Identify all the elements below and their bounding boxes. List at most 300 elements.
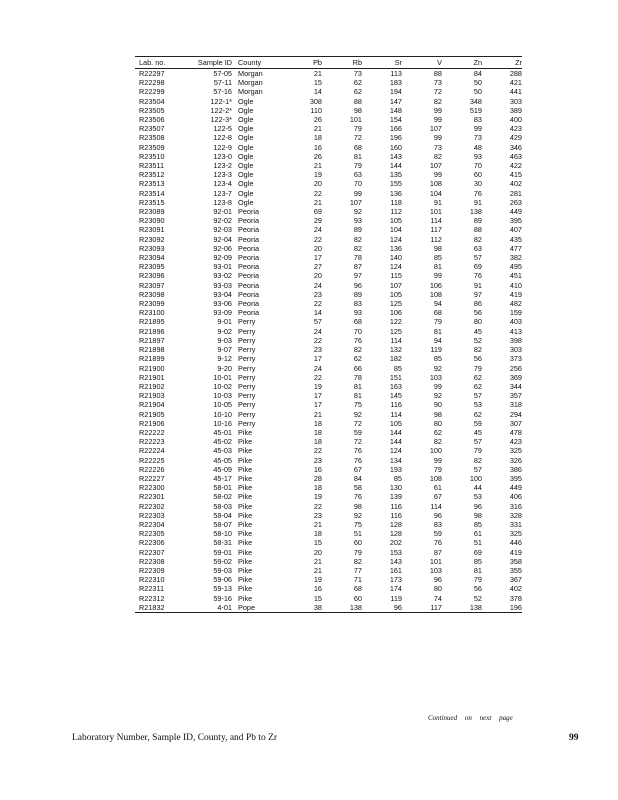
cell-sample-id: 10-01 (213, 372, 232, 382)
cell-v: 85 (433, 354, 442, 364)
table-row (135, 170, 522, 179)
cell-pb: 18 (313, 483, 322, 493)
cell-v: 99 (433, 133, 442, 143)
cell-v: 94 (433, 335, 442, 345)
cell-zr: 159 (509, 308, 522, 318)
cell-pb: 18 (313, 418, 322, 428)
cell-pb: 18 (313, 133, 322, 143)
cell-sr: 85 (393, 363, 402, 373)
cell-sample-id: 59-02 (213, 556, 232, 566)
cell-zn: 138 (469, 602, 482, 612)
cell-zr: 303 (509, 96, 522, 106)
cell-sample-id: 92-03 (213, 225, 232, 235)
cell-pb: 15 (313, 78, 322, 88)
cell-rb: 60 (353, 593, 362, 603)
cell-sample-id: 92-01 (213, 207, 232, 217)
cell-v: 103 (429, 372, 442, 382)
column-header-lab-no: Lab. no. (139, 57, 166, 67)
table-row (135, 575, 522, 584)
cell-sample-id: 123-2 (213, 161, 232, 171)
table-row (135, 281, 522, 290)
table-row (135, 603, 522, 613)
cell-lab-no: R22301 (139, 492, 165, 502)
cell-v: 73 (433, 78, 442, 88)
cell-v: 80 (433, 418, 442, 428)
cell-county: Perry (238, 381, 256, 391)
cell-county: Peoria (238, 216, 260, 226)
cell-sample-id: 58-04 (213, 510, 232, 520)
cell-rb: 82 (353, 243, 362, 253)
cell-county: Ogle (238, 124, 254, 134)
cell-sr: 173 (389, 575, 402, 585)
table-row (135, 437, 522, 446)
cell-sr: 130 (389, 483, 402, 493)
table-row (135, 143, 522, 152)
cell-v: 117 (430, 225, 442, 235)
table-row (135, 115, 522, 124)
cell-sample-id: 93-06 (213, 299, 232, 309)
table-row (135, 410, 522, 419)
cell-sr: 144 (389, 161, 402, 171)
cell-lab-no: R21901 (139, 372, 165, 382)
cell-county: Peoria (238, 308, 260, 318)
cell-lab-no: R22297 (139, 69, 165, 78)
cell-sample-id: 59-03 (213, 565, 232, 575)
cell-rb: 92 (353, 510, 362, 520)
cell-sr: 125 (389, 326, 402, 336)
cell-sample-id: 10-05 (213, 400, 232, 410)
cell-county: Morgan (238, 87, 263, 97)
cell-zn: 84 (473, 69, 482, 78)
cell-pb: 38 (313, 602, 322, 612)
cell-lab-no: R22307 (139, 547, 165, 557)
cell-pb: 14 (313, 87, 322, 97)
cell-zn: 30 (473, 179, 482, 189)
cell-zn: 57 (473, 464, 482, 474)
cell-zr: 415 (509, 170, 522, 180)
cell-pb: 21 (313, 124, 322, 134)
cell-v: 103 (429, 565, 442, 575)
cell-sr: 154 (389, 115, 402, 125)
cell-pb: 22 (313, 501, 322, 511)
cell-lab-no: R23508 (139, 133, 165, 143)
cell-sample-id: 10-02 (213, 381, 232, 391)
cell-pb: 24 (313, 363, 322, 373)
cell-v: 82 (433, 151, 442, 161)
cell-zn: 85 (473, 519, 482, 529)
cell-sr: 134 (389, 455, 402, 465)
cell-zn: 56 (473, 584, 482, 594)
cell-lab-no: R23090 (139, 216, 165, 226)
cell-zr: 395 (509, 216, 522, 226)
cell-lab-no: R23511 (139, 161, 165, 171)
cell-v: 87 (433, 547, 442, 557)
cell-county: Peoria (238, 253, 260, 263)
cell-county: Pike (238, 584, 253, 594)
cell-rb: 58 (353, 483, 362, 493)
cell-sr: 105 (389, 216, 402, 226)
cell-pb: 21 (313, 409, 322, 419)
cell-county: Ogle (238, 96, 254, 106)
cell-sample-id: 57-16 (213, 87, 232, 97)
cell-county: Pike (238, 455, 253, 465)
cell-zn: 76 (473, 271, 482, 281)
cell-sr: 125 (389, 299, 402, 309)
cell-sample-id: 93-02 (213, 271, 232, 281)
table-row (135, 124, 522, 133)
table-row (135, 364, 522, 373)
cell-pb: 308 (309, 96, 322, 106)
cell-rb: 73 (353, 69, 362, 78)
cell-zn: 97 (473, 289, 482, 299)
cell-zr: 422 (509, 161, 522, 171)
cell-zn: 98 (473, 510, 482, 520)
cell-county: Peoria (238, 225, 260, 235)
cell-v: 117 (430, 602, 442, 612)
cell-v: 91 (433, 197, 442, 207)
cell-zn: 57 (473, 391, 482, 401)
cell-sample-id: 9-07 (217, 345, 232, 355)
cell-sample-id: 45-09 (213, 464, 232, 474)
cell-sr: 160 (389, 142, 402, 152)
cell-county: Morgan (238, 78, 263, 88)
cell-zr: 446 (509, 538, 522, 548)
cell-lab-no: R21900 (139, 363, 165, 373)
cell-zn: 53 (473, 492, 482, 502)
cell-rb: 68 (353, 584, 362, 594)
cell-county: Pike (238, 556, 253, 566)
cell-zn: 519 (469, 105, 482, 115)
cell-lab-no: R23505 (139, 105, 165, 115)
cell-sr: 128 (389, 529, 402, 539)
cell-county: Pike (238, 547, 253, 557)
table-row (135, 483, 522, 492)
column-header-v: V (437, 57, 442, 67)
table-row (135, 594, 522, 603)
cell-county: Perry (238, 400, 256, 410)
cell-rb: 67 (353, 464, 362, 474)
cell-pb: 23 (313, 510, 322, 520)
table-row (135, 345, 522, 354)
cell-rb: 76 (353, 335, 362, 345)
cell-lab-no: R22311 (139, 584, 165, 594)
cell-sample-id: 92-09 (213, 253, 232, 263)
cell-rb: 98 (353, 105, 362, 115)
cell-zr: 423 (509, 437, 522, 447)
cell-lab-no: R23095 (139, 262, 165, 272)
cell-v: 104 (429, 188, 442, 198)
cell-sample-id: 93-04 (213, 289, 232, 299)
table-header-row (135, 57, 522, 69)
cell-pb: 23 (313, 289, 322, 299)
cell-sample-id: 58-10 (213, 529, 232, 539)
cell-county: Ogle (238, 105, 254, 115)
cell-lab-no: R22223 (139, 437, 165, 447)
cell-lab-no: R22298 (139, 78, 165, 88)
cell-sample-id: 58-03 (213, 501, 232, 511)
cell-rb: 63 (353, 170, 362, 180)
cell-sr: 105 (389, 418, 402, 428)
table-row (135, 548, 522, 557)
cell-v: 99 (433, 271, 442, 281)
cell-county: Pike (238, 446, 253, 456)
cell-v: 79 (433, 464, 442, 474)
cell-v: 96 (433, 575, 442, 585)
cell-rb: 78 (353, 253, 362, 263)
cell-county: Pike (238, 538, 253, 548)
cell-sample-id: 9-12 (217, 354, 232, 364)
cell-county: Perry (238, 363, 256, 373)
cell-sample-id: 10-03 (213, 391, 232, 401)
cell-rb: 81 (353, 381, 362, 391)
cell-sample-id: 92-06 (213, 243, 232, 253)
column-header-county: County (238, 57, 262, 67)
cell-zn: 96 (473, 501, 482, 511)
cell-sample-id: 122-3* (210, 115, 232, 125)
cell-county: Peoria (238, 234, 260, 244)
data-table (135, 56, 522, 613)
table-row (135, 584, 522, 593)
table-row (135, 225, 522, 234)
cell-county: Ogle (238, 188, 254, 198)
table-row (135, 557, 522, 566)
cell-sr: 153 (389, 547, 402, 557)
cell-zr: 288 (509, 69, 522, 78)
cell-pb: 20 (313, 547, 322, 557)
continued-note: Continued on next page (428, 714, 513, 722)
cell-pb: 28 (313, 473, 322, 483)
cell-lab-no: R22224 (139, 446, 165, 456)
cell-zr: 328 (509, 510, 522, 520)
cell-sr: 122 (389, 317, 402, 327)
cell-county: Peoria (238, 299, 260, 309)
cell-sample-id: 123-0 (213, 151, 232, 161)
cell-sr: 147 (389, 96, 402, 106)
cell-v: 76 (433, 538, 442, 548)
cell-zr: 419 (509, 547, 522, 557)
cell-zr: 398 (509, 335, 522, 345)
cell-v: 119 (430, 345, 442, 355)
cell-sample-id: 123-8 (213, 197, 232, 207)
cell-sample-id: 45-17 (213, 473, 232, 483)
cell-county: Pike (238, 427, 253, 437)
cell-lab-no: R22299 (139, 87, 165, 97)
cell-zn: 52 (473, 335, 482, 345)
cell-sr: 196 (389, 133, 402, 143)
cell-zr: 406 (509, 492, 522, 502)
cell-zn: 63 (473, 243, 482, 253)
cell-pb: 26 (313, 115, 322, 125)
cell-zn: 62 (473, 372, 482, 382)
cell-sample-id: 58-02 (213, 492, 232, 502)
cell-v: 74 (433, 593, 442, 603)
cell-zn: 91 (473, 280, 482, 290)
cell-v: 61 (433, 483, 442, 493)
cell-zr: 369 (509, 372, 522, 382)
cell-zn: 93 (473, 151, 482, 161)
cell-v: 92 (433, 363, 442, 373)
cell-sr: 119 (390, 593, 402, 603)
cell-rb: 99 (353, 188, 362, 198)
cell-county: Morgan (238, 69, 263, 78)
cell-lab-no: R22310 (139, 575, 165, 585)
table-row (135, 271, 522, 280)
cell-lab-no: R22300 (139, 483, 165, 493)
cell-pb: 16 (313, 464, 322, 474)
cell-county: Perry (238, 335, 256, 345)
cell-rb: 101 (349, 115, 362, 125)
cell-v: 99 (433, 381, 442, 391)
cell-pb: 57 (313, 317, 322, 327)
cell-v: 88 (433, 69, 442, 78)
cell-v: 99 (433, 115, 442, 125)
cell-sr: 118 (390, 197, 402, 207)
table-row (135, 106, 522, 115)
cell-sample-id: 93-09 (213, 308, 232, 318)
table-row (135, 216, 522, 225)
cell-county: Peoria (238, 280, 260, 290)
cell-zn: 70 (473, 161, 482, 171)
cell-lab-no: R21906 (139, 418, 165, 428)
cell-zr: 451 (509, 271, 522, 281)
cell-lab-no: R23506 (139, 115, 165, 125)
cell-sr: 114 (390, 409, 402, 419)
cell-lab-no: R22308 (139, 556, 165, 566)
cell-sample-id: 4-01 (217, 602, 232, 612)
cell-rb: 97 (353, 271, 362, 281)
cell-zn: 80 (473, 317, 482, 327)
cell-sr: 174 (389, 584, 402, 594)
cell-sample-id: 58-07 (213, 519, 232, 529)
cell-sr: 107 (389, 280, 402, 290)
cell-pb: 20 (313, 243, 322, 253)
cell-sr: 182 (389, 354, 402, 364)
cell-pb: 19 (313, 381, 322, 391)
cell-zr: 331 (509, 519, 522, 529)
cell-sr: 112 (390, 207, 402, 217)
cell-sample-id: 9-03 (217, 335, 232, 345)
table-row (135, 566, 522, 575)
cell-v: 80 (433, 584, 442, 594)
cell-zr: 325 (509, 446, 522, 456)
cell-rb: 81 (353, 151, 362, 161)
cell-sample-id: 9-02 (217, 326, 232, 336)
cell-rb: 71 (353, 575, 362, 585)
column-header-zn: Zn (473, 57, 482, 67)
cell-sample-id: 92-02 (213, 216, 232, 226)
cell-lab-no: R22312 (139, 593, 165, 603)
cell-pb: 21 (313, 565, 322, 575)
cell-lab-no: R23507 (139, 124, 165, 134)
cell-pb: 17 (313, 253, 322, 263)
cell-sr: 145 (389, 391, 402, 401)
table-row (135, 299, 522, 308)
cell-v: 106 (429, 280, 442, 290)
cell-zr: 410 (509, 280, 522, 290)
cell-zr: 346 (509, 142, 522, 152)
cell-county: Peoria (238, 271, 260, 281)
cell-lab-no: R22302 (139, 501, 165, 511)
cell-pb: 21 (313, 161, 322, 171)
cell-pb: 19 (313, 492, 322, 502)
table-row (135, 189, 522, 198)
cell-zn: 57 (473, 437, 482, 447)
cell-county: Pike (238, 483, 253, 493)
table-caption: Laboratory Number, Sample ID, County, and Pb to Zr (72, 733, 278, 743)
cell-rb: 78 (353, 372, 362, 382)
cell-rb: 83 (353, 299, 362, 309)
cell-zn: 91 (473, 197, 482, 207)
cell-v: 107 (429, 124, 442, 134)
cell-county: Pike (238, 492, 253, 502)
cell-lab-no: R23512 (139, 170, 165, 180)
cell-v: 108 (429, 473, 442, 483)
cell-lab-no: R21898 (139, 345, 165, 355)
table-row (135, 465, 522, 474)
cell-v: 112 (430, 234, 442, 244)
cell-rb: 60 (353, 538, 362, 548)
cell-zr: 355 (509, 565, 522, 575)
cell-pb: 17 (313, 354, 322, 364)
column-header-sr: Sr (394, 57, 402, 67)
cell-lab-no: R21904 (139, 400, 165, 410)
cell-lab-no: R23094 (139, 253, 165, 263)
cell-sr: 144 (389, 437, 402, 447)
cell-sr: 161 (389, 565, 402, 575)
cell-zn: 57 (473, 253, 482, 263)
table-row (135, 308, 522, 317)
cell-zn: 52 (473, 593, 482, 603)
cell-zr: 421 (509, 78, 522, 88)
cell-county: Pike (238, 529, 253, 539)
cell-county: Peoria (238, 289, 260, 299)
cell-lab-no: R23089 (139, 207, 165, 217)
cell-rb: 51 (353, 529, 362, 539)
cell-rb: 76 (353, 492, 362, 502)
cell-rb: 92 (353, 409, 362, 419)
cell-county: Pike (238, 510, 253, 520)
cell-rb: 82 (353, 556, 362, 566)
cell-county: Peoria (238, 262, 260, 272)
cell-v: 81 (433, 262, 442, 272)
cell-pb: 19 (313, 170, 322, 180)
cell-county: Ogle (238, 170, 254, 180)
table-row (135, 538, 522, 547)
cell-sample-id: 9-20 (217, 363, 232, 373)
cell-pb: 14 (313, 308, 322, 318)
cell-sample-id: 57-11 (213, 78, 232, 88)
cell-lab-no: R22306 (139, 538, 165, 548)
cell-pb: 22 (313, 188, 322, 198)
cell-rb: 82 (353, 345, 362, 355)
cell-rb: 89 (353, 225, 362, 235)
cell-rb: 62 (353, 87, 362, 97)
cell-v: 99 (433, 455, 442, 465)
cell-rb: 81 (353, 391, 362, 401)
cell-zn: 62 (473, 409, 482, 419)
cell-rb: 138 (349, 602, 362, 612)
cell-lab-no: R23515 (139, 197, 165, 207)
cell-sr: 132 (389, 345, 402, 355)
cell-county: Ogle (238, 115, 254, 125)
cell-zr: 256 (509, 363, 522, 373)
cell-lab-no: R22222 (139, 427, 165, 437)
cell-lab-no: R22304 (139, 519, 165, 529)
cell-rb: 89 (353, 289, 362, 299)
cell-sample-id: 10-10 (213, 409, 232, 419)
cell-pb: 69 (313, 207, 322, 217)
cell-zr: 429 (509, 133, 522, 143)
